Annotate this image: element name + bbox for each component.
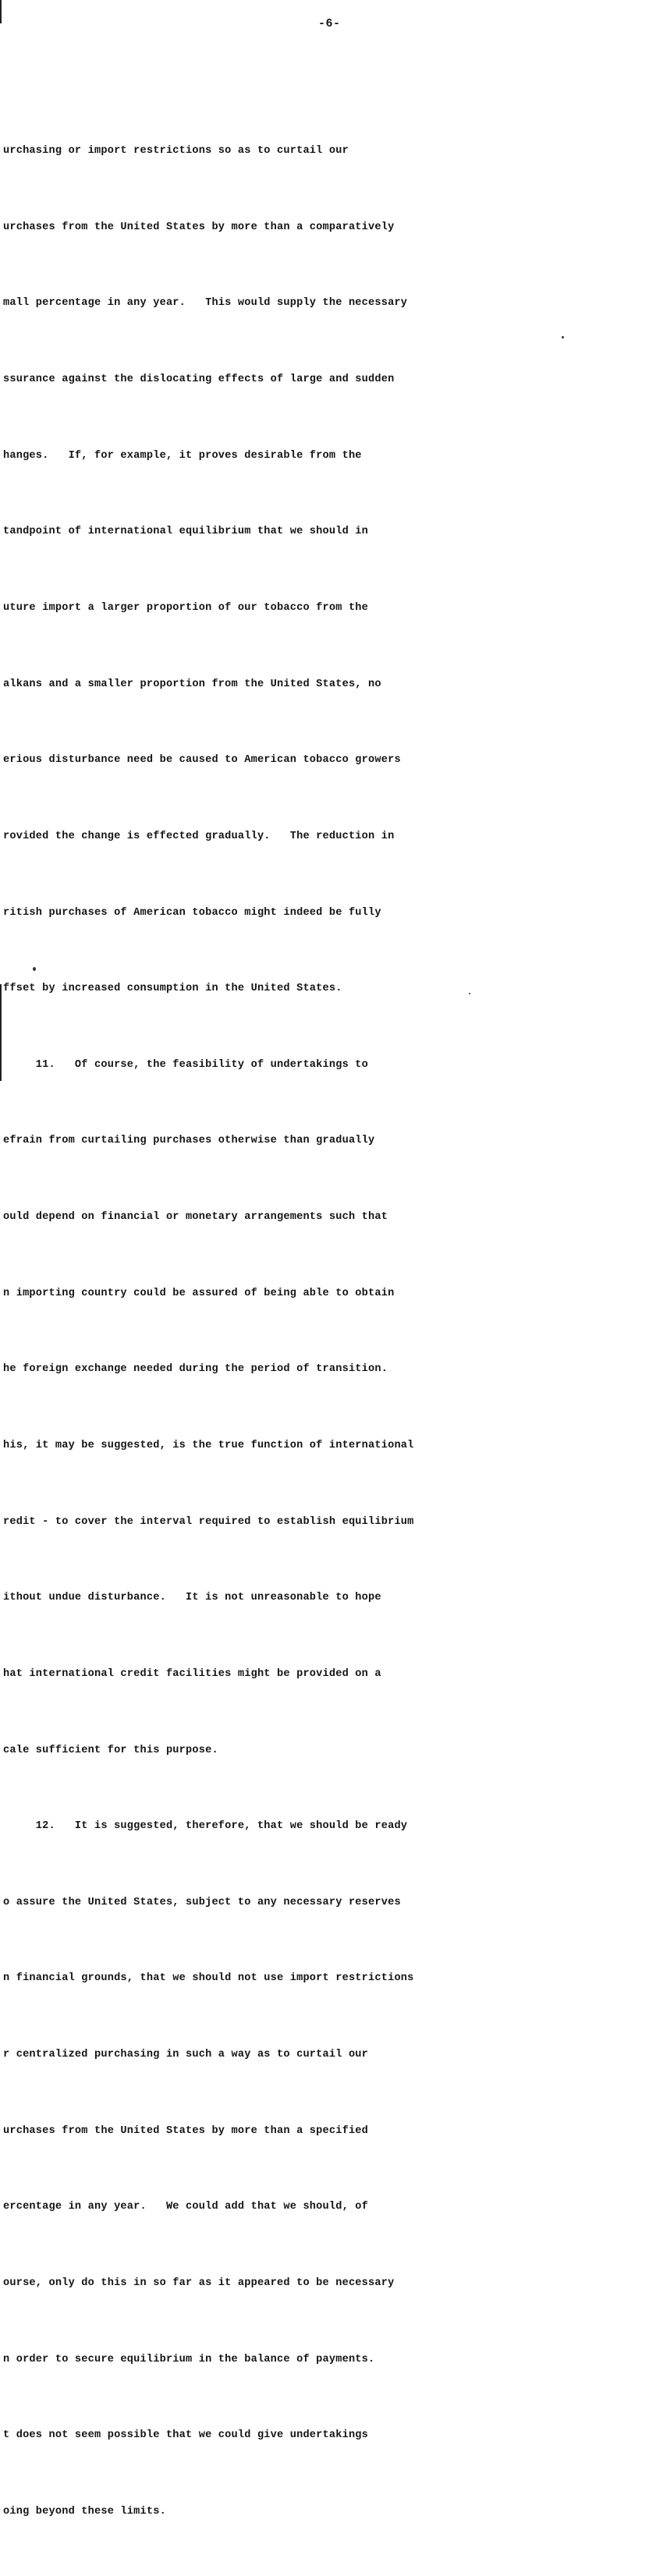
text-line: hat international credit facilities might be provided on a <box>3 1667 381 1680</box>
text-line: n importing country could be assured of being able to obtain <box>3 1287 395 1299</box>
text-line: urchasing or import restrictions so as to curtail our <box>3 145 349 158</box>
scan-edge-mark-top <box>0 0 2 23</box>
text-line: cale sufficient for this purpose. <box>3 1744 218 1756</box>
scan-speck <box>33 967 36 971</box>
text-line: he foreign exchange needed during the period of transition. <box>3 1363 388 1376</box>
text-line: mall percentage in any year. This would supply the necessary <box>3 297 408 310</box>
text-line: his, it may be suggested, is the true function of international <box>3 1439 414 1451</box>
text-line: redit - to cover the interval required to establish equilibrium <box>3 1515 414 1528</box>
paragraph-12-start: 12. It is suggested, therefore, that we should be ready <box>3 1820 408 1833</box>
scan-speck <box>469 993 470 994</box>
text-line: ercentage in any year. We could add that we should, of <box>3 2201 369 2213</box>
text-line: n order to secure equilibrium in the balance of payments. <box>3 2353 375 2365</box>
text-line: ould depend on financial or monetary arrangements such that <box>3 1211 388 1224</box>
text-line: urchases from the United States by more than a specified <box>3 2124 369 2137</box>
text-line: urchases from the United States by more than a comparatively <box>3 221 395 233</box>
text-line: ssurance against the dislocating effects of large and sudden <box>3 374 395 386</box>
text-line: oing beyond these limits. <box>3 2505 166 2518</box>
text-line: erious disturbance need be caused to American tobacco growers <box>3 754 401 767</box>
text-line: r centralized purchasing in such a way as to curtail our <box>3 2049 369 2061</box>
paragraph-11-start: 11. Of course, the feasibility of undertakings to <box>3 1058 369 1071</box>
text-line: n financial grounds, that we should not use import restrictions <box>3 1972 414 1985</box>
text-line: efrain from curtailing purchases otherwise than gradually <box>3 1135 375 1147</box>
text-line: hanges. If, for example, it proves desirable from the <box>3 449 362 462</box>
text-line: alkans and a smaller proportion from the United States, no <box>3 678 381 690</box>
text-line: tandpoint of international equilibrium that we should in <box>3 526 369 538</box>
text-line: ffset by increased consumption in the United States. <box>3 983 342 995</box>
text-line: uture import a larger proportion of our tobacco from the <box>3 601 369 614</box>
text-line: ithout undue disturbance. It is not unreasonable to hope <box>3 1592 381 1604</box>
body-text <box>3 88 502 2576</box>
page-number: -6- <box>318 17 341 30</box>
text-line: rovided the change is effected gradually. The reduction in <box>3 830 395 842</box>
scan-edge-mark-bottom <box>0 984 2 1081</box>
scan-speck <box>562 336 564 338</box>
text-line: o assure the United States, subject to any necessary reserves <box>3 1896 401 1908</box>
text-line: t does not seem possible that we could give undertakings <box>3 2429 369 2442</box>
text-line: ourse, only do this in so far as it appeared to be necessary <box>3 2277 395 2290</box>
text-line: ritish purchases of American tobacco might indeed be fully <box>3 906 381 919</box>
